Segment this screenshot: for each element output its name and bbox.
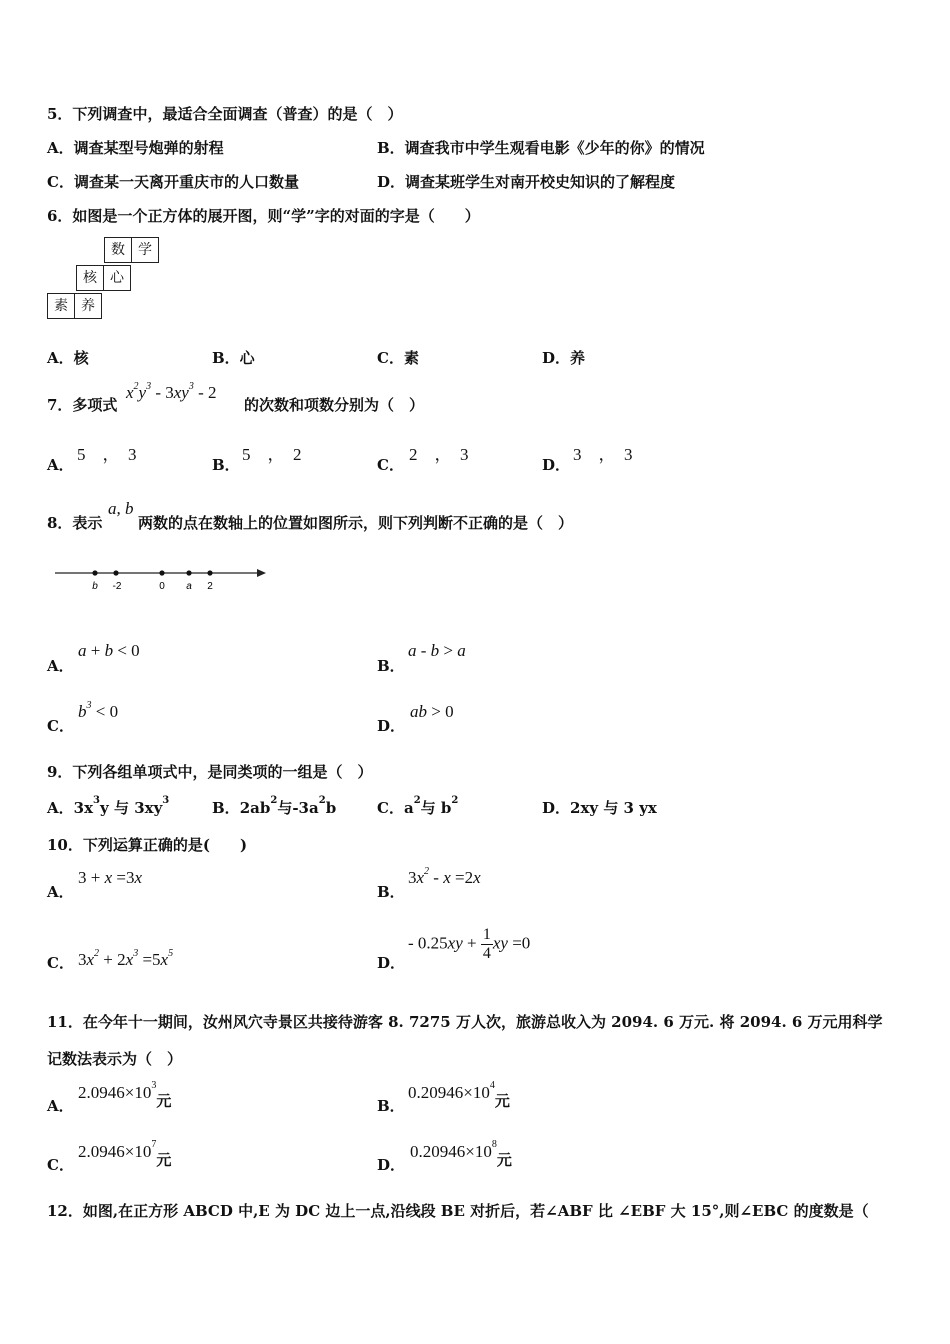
net-cell: 养 — [74, 293, 102, 319]
axis-label: -2 — [112, 581, 122, 592]
q11-b-expr: $0.20946\times 10^4$元 — [408, 1080, 510, 1110]
q10-a-label: A． — [47, 883, 74, 901]
net-cell: 素 — [47, 293, 75, 319]
q6-option-b: B．心 — [212, 349, 255, 367]
q8-stem-pre: 8．表示 — [47, 514, 103, 532]
net-cell: 心 — [103, 265, 131, 291]
net-cell: 数 — [104, 237, 132, 263]
point-0 — [159, 570, 164, 575]
q8-c-expr: $b^3 < 0$ — [78, 700, 119, 721]
q11-c-label: C． — [47, 1156, 74, 1174]
q9-a-label: A． — [47, 799, 74, 817]
q7-polynomial: $x^2y^3 - 3xy^3 - 2$ — [126, 381, 217, 402]
q7-d-value: 3 ， 3 — [573, 445, 633, 464]
axis-label: 2 — [207, 581, 213, 592]
q6-option-c: C．素 — [377, 349, 419, 367]
q8-b-label: B． — [377, 657, 405, 675]
q11-a-label: A． — [47, 1097, 74, 1115]
axis-label: a — [186, 581, 192, 592]
q8-d-label: D． — [377, 717, 406, 735]
axis-label: b — [92, 581, 98, 592]
q9-c-label: C． — [377, 799, 404, 817]
q10-c-expr: $3x^2 + 2x^3 =5x^5$ — [78, 948, 174, 969]
q10-d-label: D． — [377, 954, 406, 972]
q6-option-a: A．核 — [47, 349, 89, 367]
q8-c-label: C． — [47, 717, 74, 735]
q10-stem: 10．下列运算正确的是( ) — [47, 836, 248, 854]
q11-d-expr: $0.20946\times 10^8$元 — [410, 1139, 512, 1169]
q9-stem: 9．下列各组单项式中，是同类项的一组是（ ） — [47, 763, 373, 781]
point-2 — [207, 570, 212, 575]
q9-d-text: 2xy 与 3 yx — [570, 799, 657, 817]
q10-a-expr: 3 + x =3x — [78, 868, 143, 887]
q9-b-label: B． — [212, 799, 240, 817]
point-neg2 — [113, 570, 118, 575]
q11-b-label: B． — [377, 1097, 405, 1115]
q11-stem-line2: 记数法表示为（ ） — [47, 1050, 183, 1068]
point-b — [92, 570, 97, 575]
q5-option-c: C．调查某一天离开重庆市的人口数量 — [47, 173, 299, 191]
q9-option-c: C．$a^2$与 $b^2$ — [377, 795, 459, 817]
net-cell: 学 — [131, 237, 159, 263]
q10-b-label: B． — [377, 883, 405, 901]
q11-stem-line1: 11．在今年十一期间，汝州风穴寺景区共接待游客 8. 7275 万人次，旅游总收入为 2094. 6 万元. 将 2094. 6 万元用科学 — [47, 1013, 883, 1031]
q5-option-a: A．调查某型号炮弹的射程 — [47, 139, 224, 157]
q7-a-value: 5 ， 3 — [77, 445, 137, 464]
q9-option-a: A．$3x^3y$ 与 $3xy^3$ — [47, 795, 170, 817]
q11-a-expr: $2.0946\times 10^3$元 — [78, 1080, 172, 1110]
q8-a-expr: a + b < 0 — [78, 641, 140, 660]
q11-c-expr: $2.0946\times 10^7$元 — [78, 1139, 172, 1169]
q5-option-b: B．调查我市中学生观看电影《少年的你》的情况 — [377, 139, 705, 157]
q5-stem: 5．下列调查中，最适合全面调查（普查）的是（ ） — [47, 105, 403, 123]
q6-stem: 6．如图是一个正方体的展开图，则“学”字的对面的字是（ ） — [47, 207, 480, 225]
q10-b-expr: $3x^2 - x =2x$ — [408, 866, 481, 887]
q5-option-d: D．调查某班学生对南开校史知识的了解程度 — [377, 173, 676, 191]
q7-stem-pre: 7．多项式 — [47, 396, 118, 414]
q6-option-d: D．养 — [542, 349, 586, 367]
q8-stem-post: 两数的点在数轴上的位置如图所示，则下列判断不正确的是（ ） — [138, 514, 574, 532]
q12-stem: 12．如图,在正方形 ABCD 中,E 为 DC 边上一点,沿线段 BE 对折后，若∠ABF 比 ∠EBF 大 15°,则∠EBC 的度数是（ — [47, 1202, 869, 1220]
q7-stem-post: 的次数和项数分别为（ ） — [244, 396, 425, 414]
q9-option-d — [542, 797, 657, 818]
q7-c-value: 2 ， 3 — [409, 445, 469, 464]
q8-vars: a, b — [108, 499, 134, 518]
q9-d-label: D． — [542, 799, 571, 817]
q10-d-expr: - 0.25xy + $\frac{1}{4}$ xy =0 — [408, 926, 531, 962]
q8-a-label: A． — [47, 657, 74, 675]
q7-d-label: D． — [542, 456, 571, 474]
q7-b-label: B． — [212, 456, 240, 474]
point-a — [186, 570, 191, 575]
q11-d-label: D． — [377, 1156, 406, 1174]
axis-label: 0 — [159, 581, 165, 592]
q7-c-label: C． — [377, 456, 404, 474]
number-line-figure — [50, 562, 270, 596]
net-cell: 核 — [76, 265, 104, 291]
q7-a-label: A． — [47, 456, 74, 474]
q10-c-label: C． — [47, 954, 74, 972]
q7-b-value: 5 ， 2 — [242, 445, 302, 464]
q8-b-expr: a - b > a — [408, 641, 466, 660]
q9-option-b: B．$2ab^2$与$-3a^2b$ — [212, 795, 337, 817]
q8-d-expr: ab > 0 — [410, 702, 454, 721]
